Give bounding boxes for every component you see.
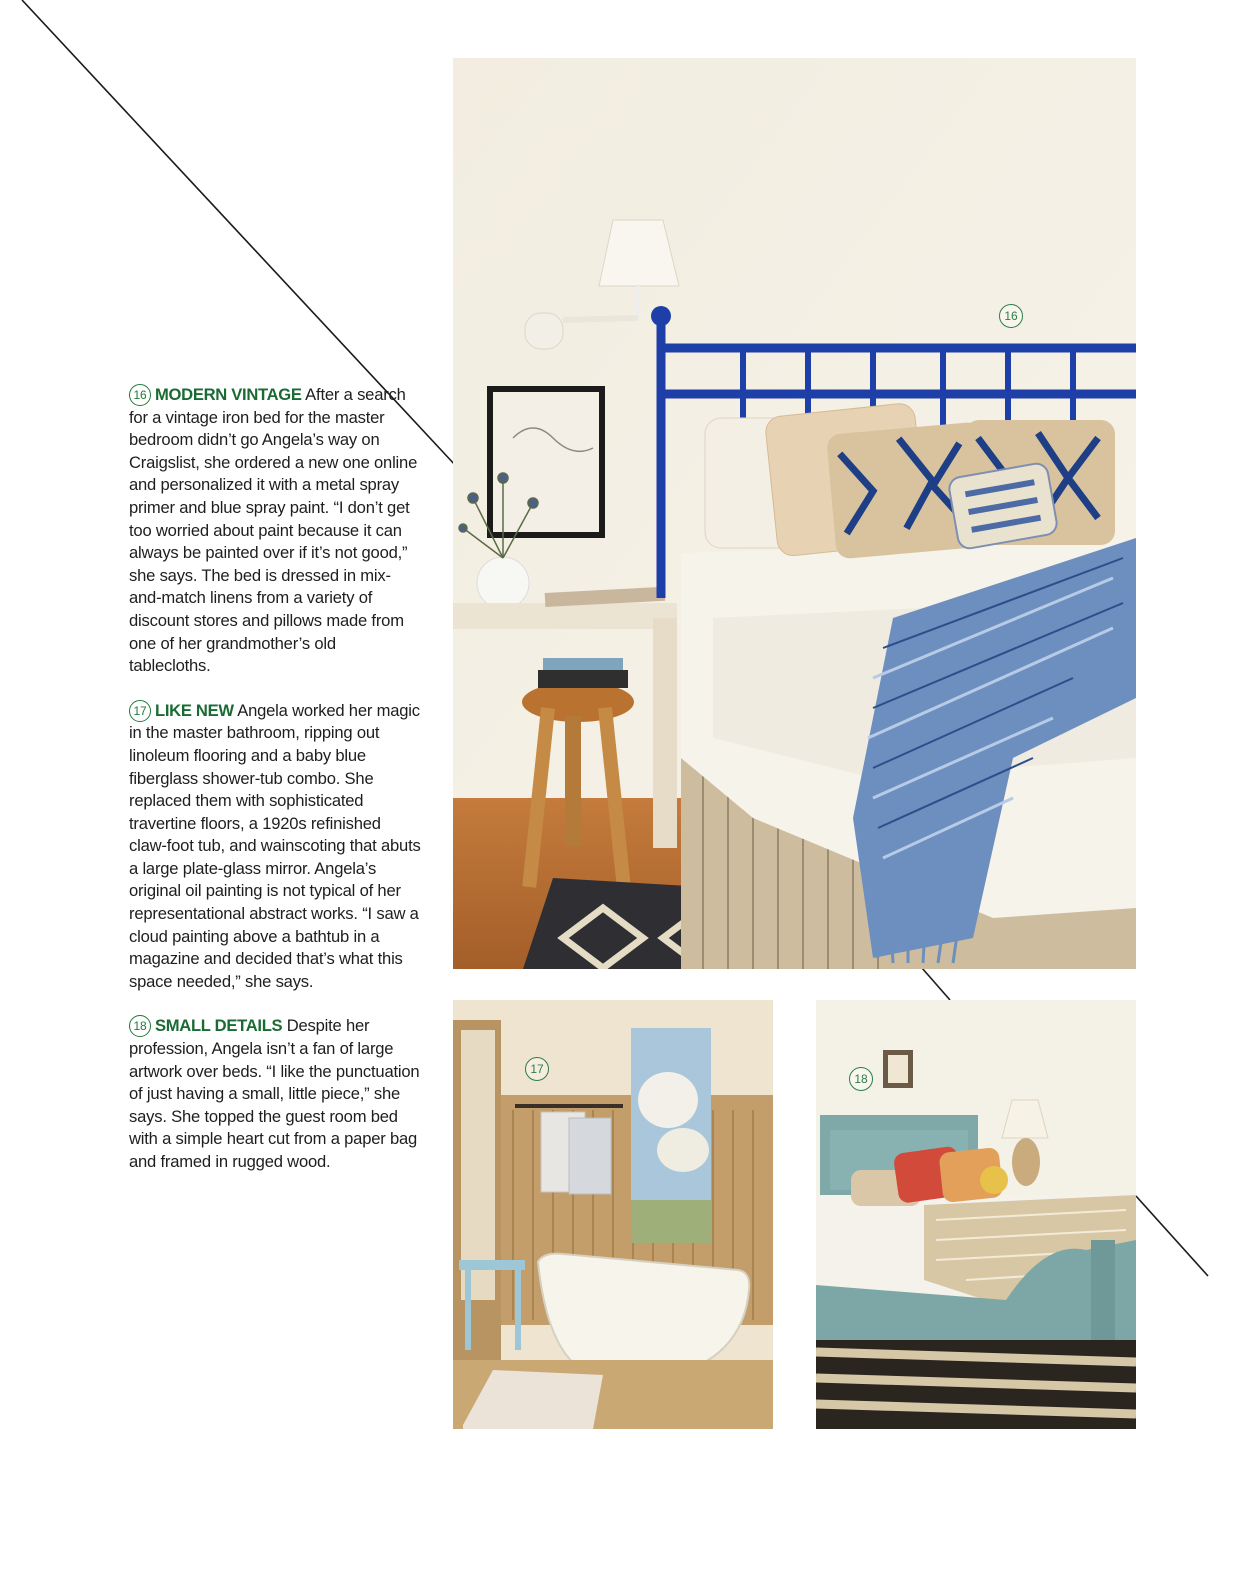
- entry-heading: SMALL DETAILS: [155, 1016, 283, 1036]
- entry-small-details: [129, 1015, 421, 1173]
- photo-badge-16: 16: [999, 304, 1023, 328]
- entry-body: After a search for a vintage iron bed for the master bedroom didn’t go Angela’s way on Craigslist, she ordered a new one online and personalized it with a metal spray primer and blue spray paint. “I don’t get too worried about paint because it can always be painted over if it’s not good,” she says. The bed is dressed in mix-and-match linens from a variety of discount stores and pillows made from one of her grandmother’s old tablecloths.: [129, 385, 418, 676]
- entry-heading: LIKE NEW: [155, 700, 234, 720]
- article-text-column: [129, 384, 421, 1196]
- entry-heading: MODERN VINTAGE: [155, 385, 302, 404]
- entry-body: Despite her profession, Angela isn’t a fan of large artwork over beds. “I like the punctuation of just having a small, little piece,” she says. She topped the guest room bed with a simple heart cut from a paper bag and framed in rugged wood.: [129, 1016, 420, 1171]
- entry-number-badge: 16: [129, 384, 151, 406]
- guest-bedroom-photo: [816, 1000, 1136, 1429]
- photo-badge-17: 17: [525, 1057, 549, 1081]
- master-bedroom-photo: [453, 58, 1136, 969]
- entry-number-badge: 17: [129, 700, 151, 722]
- entry-number-badge: 18: [129, 1015, 151, 1037]
- entry-modern-vintage: [129, 384, 421, 678]
- photo-badge-18: 18: [849, 1067, 873, 1091]
- entry-like-new: [129, 700, 421, 994]
- entry-body: Angela worked her magic in the master bathroom, ripping out linoleum flooring and a baby blue fiberglass shower-tub combo. She replaced them with sophisticated travertine floors, a 1920s refinished claw-foot tub, and wainscoting that abuts a large plate-glass mirror. Angela’s original oil painting is not typical of her representational abstract works. “I saw a cloud painting above a bathtub in a magazine and decided that’s what this space needed,” she says.: [129, 700, 421, 991]
- bathroom-photo: [453, 1000, 773, 1429]
